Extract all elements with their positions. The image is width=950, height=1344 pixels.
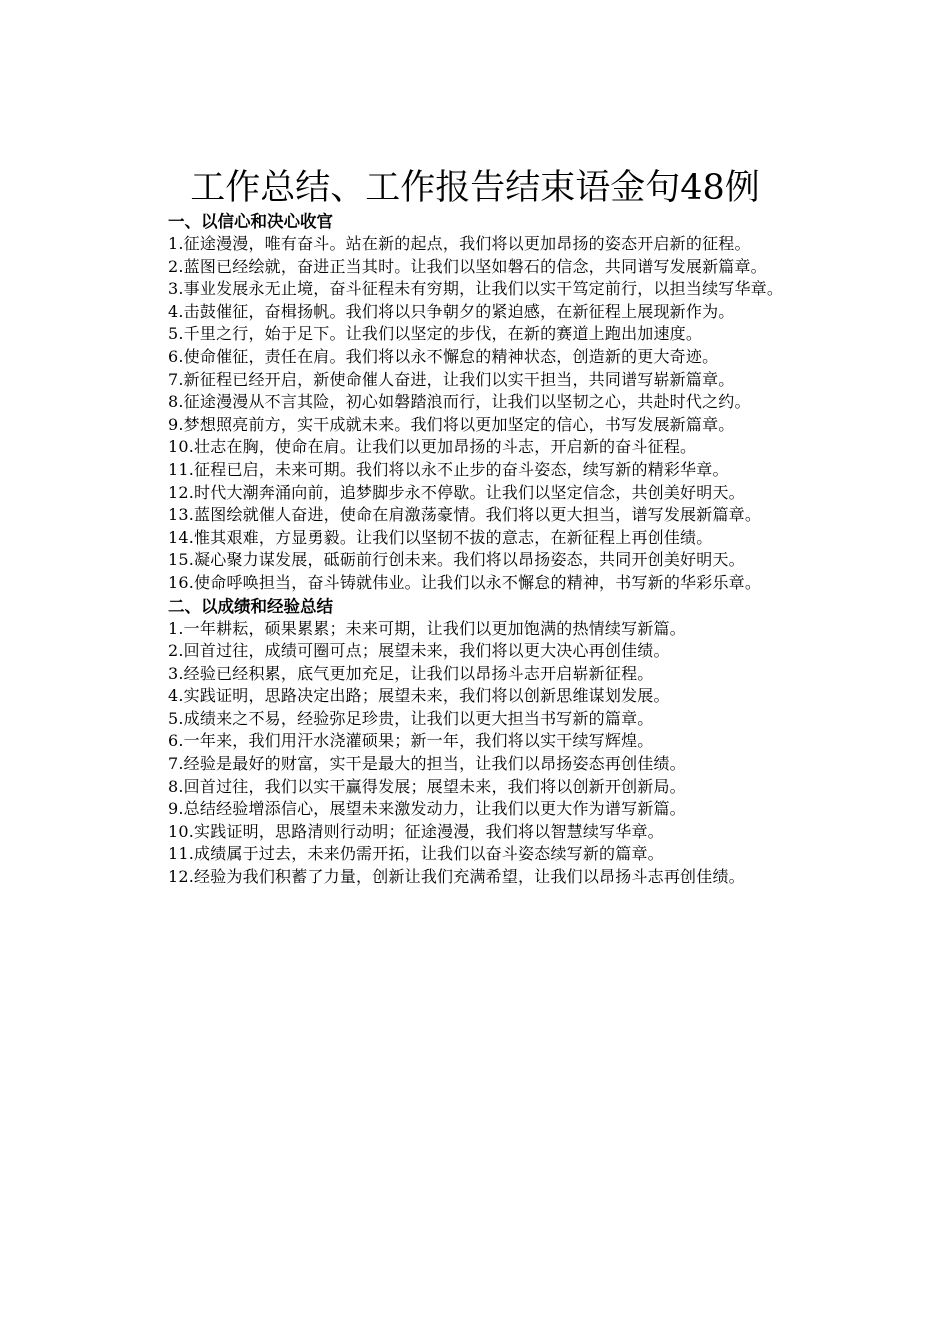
list-item: 1.征途漫漫，唯有奋斗。站在新的起点，我们将以更加昂扬的姿态开启新的征程。 [168,234,751,253]
list-item: 9.梦想照亮前方，实干成就未来。我们将以更加坚定的信心，书写发展新篇章。 [168,414,735,434]
list-item: 7.经验是最好的财富，实干是最大的担当，让我们以昂扬姿态再创佳绩。 [168,754,686,774]
list-item: 4.击鼓催征，奋楫扬帆。我们将以只争朝夕的紧迫感，在新征程上展现新作为。 [168,301,735,321]
list-item: 8.征途漫漫从不言其险，初心如磐踏浪而行，让我们以坚韧之心，共赴时代之约。 [168,392,751,412]
list-item: 14.惟其艰难，方显勇毅。让我们以坚韧不拔的意志，在新征程上再创佳绩。 [168,527,713,547]
list-item: 12.经验为我们积蓄了力量，创新让我们充满希望，让我们以昂扬斗志再创佳绩。 [168,867,745,887]
list-item: 12.时代大潮奔涌向前，追梦脚步永不停歇。让我们以坚定信念，共创美好明天。 [168,482,745,502]
list-item: 2.回首过往，成绩可圈可点；展望未来，我们将以更大决心再创佳绩。 [168,641,670,661]
section-heading: 一、以信心和决心收官 [168,212,333,231]
list-item: 6.一年来，我们用汗水浇灌硕果；新一年，我们将以实干续写辉煌。 [168,731,654,751]
list-item: 10.壮志在胸，使命在肩。让我们以更加昂扬的斗志，开启新的奋斗征程。 [168,437,697,457]
list-item: 5.千里之行，始于足下。让我们以坚定的步伐，在新的赛道上跑出加速度。 [168,324,703,344]
list-item: 6.使命催征，责任在肩。我们将以永不懈怠的精神状态，创造新的更大奇迹。 [168,346,719,366]
list-item: 11.征程已启，未来可期。我们将以永不止步的奋斗姿态，续写新的精彩华章。 [168,459,729,479]
document-body [130,210,832,889]
section-heading: 二、以成绩和经验总结 [168,596,333,616]
list-item: 7.新征程已经开启，新使命催人奋进，让我们以实干担当，共同谱写崭新篇章。 [168,369,735,389]
section-1 [130,210,832,595]
document-title: 工作总结、工作报告结束语金句48例 [190,168,760,208]
list-item: 9.总结经验增添信心，展望未来激发动力，让我们以更大作为谱写新篇。 [168,799,686,819]
list-item: 1.一年耕耘，硕果累累；未来可期，让我们以更加饱满的热情续写新篇。 [168,618,686,638]
list-item: 3.经验已经积累，底气更加充足，让我们以昂扬斗志开启崭新征程。 [168,663,654,683]
list-item: 10.实践证明，思路清则行动明；征途漫漫，我们将以智慧续写华章。 [168,821,664,841]
list-item: 13.蓝图绘就催人奋进，使命在肩激荡豪情。我们将以更大担当，谱写发展新篇章。 [168,505,762,525]
list-item: 5.成绩来之不易，经验弥足珍贵，让我们以更大担当书写新的篇章。 [168,708,654,728]
list-item: 8.回首过往，我们以实干赢得发展；展望未来，我们将以创新开创新局。 [168,776,686,796]
list-item: 4.实践证明，思路决定出路；展望未来，我们将以创新思维谋划发展。 [168,686,670,706]
list-item: 11.成绩属于过去，未来仍需开拓，让我们以奋斗姿态续写新的篇章。 [168,844,664,864]
list-item: 15.凝心聚力谋发展，砥砺前行创未来。我们将以昂扬姿态，共同开创美好明天。 [168,550,745,570]
section-2 [130,595,832,889]
list-item: 2.蓝图已经绘就，奋进正当其时。让我们以坚如磐石的信念，共同谱写发展新篇章。 [168,256,767,276]
list-item: 16.使命呼唤担当，奋斗铸就伟业。让我们以永不懈怠的精神，书写新的华彩乐章。 [168,572,762,592]
list-item: 3.事业发展永无止境，奋斗征程未有穷期，让我们以实干笃定前行，以担当续写华章。 [168,279,784,299]
